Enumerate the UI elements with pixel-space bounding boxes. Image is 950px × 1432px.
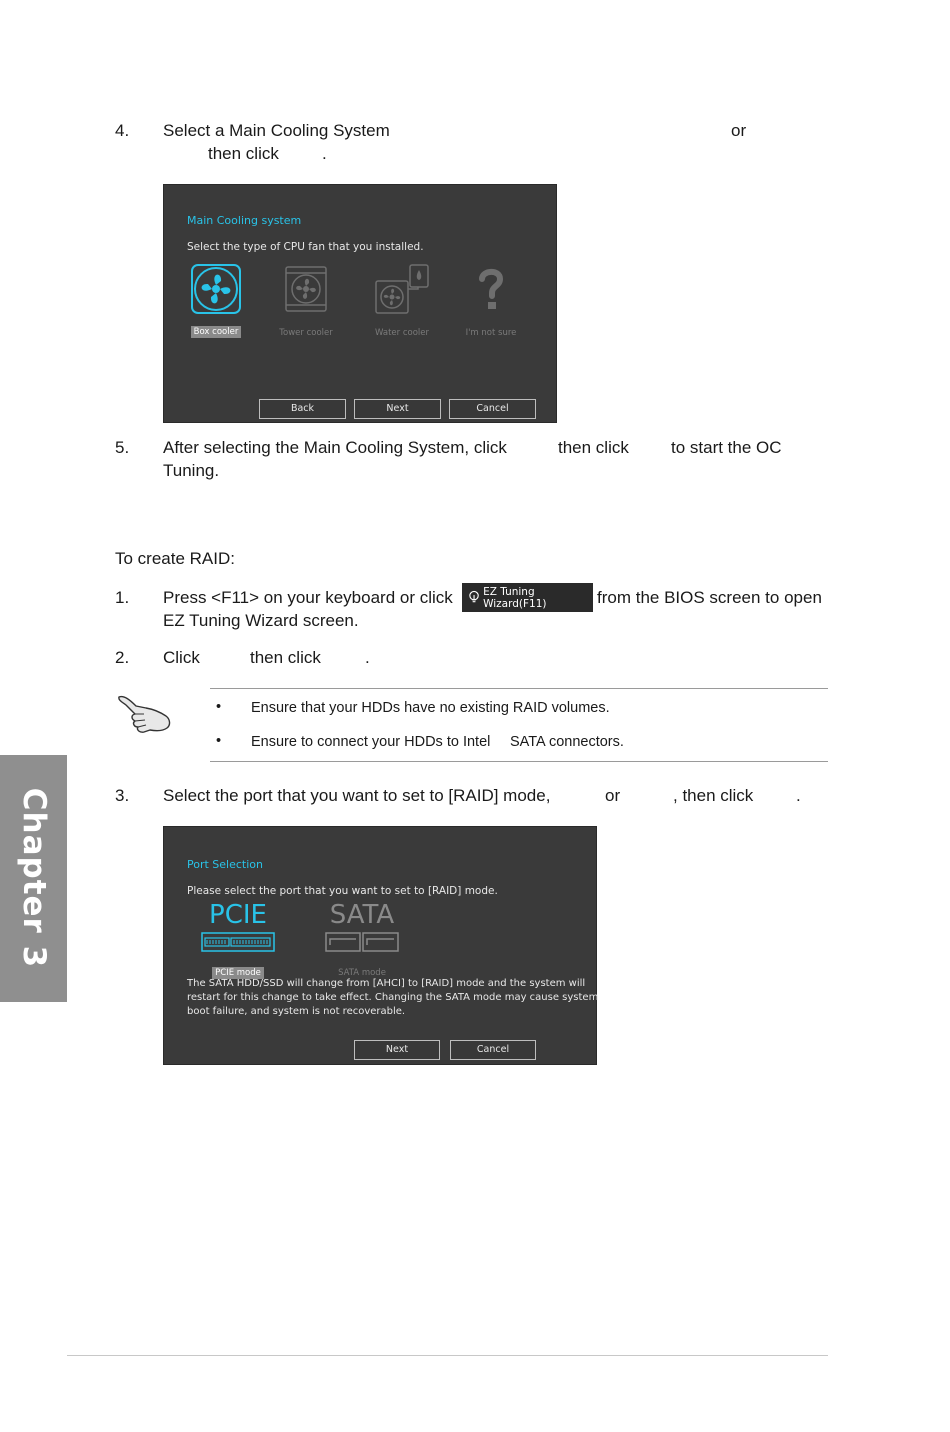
step5-start-oc: to start the OC — [671, 438, 782, 457]
raid-step2-click: Click — [163, 648, 200, 667]
sata-mode-label: SATA mode — [338, 968, 386, 978]
chapter-tab — [0, 755, 67, 1002]
option-label: I'm not sure — [465, 328, 517, 338]
screen-title: Port Selection — [187, 858, 263, 871]
note-item: Ensure that your HDDs have no existing RAID volumes. — [251, 700, 610, 716]
raid-step3-period: . — [796, 786, 801, 805]
step-number: 5. — [115, 438, 130, 457]
raid-step1-text: Press <F11> on your keyboard or click — [163, 588, 453, 607]
step-number: 1. — [115, 588, 130, 607]
option-tower-cooler[interactable] — [274, 261, 338, 340]
raid-intro: To create RAID: — [115, 549, 235, 568]
step5-tuning: Tuning. — [163, 461, 220, 480]
raid-warning-text — [187, 977, 598, 1019]
port-selection-screen — [163, 826, 597, 1065]
note-top-rule — [210, 688, 828, 689]
next-button[interactable]: Next — [354, 1040, 440, 1060]
box-cooler-icon — [188, 261, 244, 317]
sata-heading: SATA — [329, 900, 395, 930]
pointing-hand-icon — [116, 692, 174, 736]
option-sata-mode[interactable] — [324, 899, 400, 980]
step-number: 2. — [115, 648, 130, 667]
sata-port-icon — [325, 931, 399, 953]
pcie-heading: PCIE — [209, 900, 267, 930]
back-button[interactable]: Back — [259, 399, 346, 419]
option-label: Tower cooler — [279, 328, 333, 338]
note-bullet: • — [216, 699, 222, 715]
raid-step2-then-click: then click — [250, 648, 321, 667]
note-bullet: • — [216, 733, 222, 749]
pcie-mode-label: PCIE mode — [212, 967, 264, 979]
main-cooling-screen — [163, 184, 557, 423]
screen-title: Main Cooling system — [187, 214, 302, 227]
cancel-button[interactable]: Cancel — [450, 1040, 536, 1060]
option-label: Water cooler — [375, 328, 429, 338]
screen-subtitle: Please select the port that you want to set to [RAID] mode. — [187, 885, 498, 897]
question-icon — [463, 261, 519, 317]
raid-step3-text: Select the port that you want to set to [RAID] mode, — [163, 786, 551, 805]
option-water-cooler[interactable] — [369, 261, 435, 340]
note-item-continued: SATA connectors. — [510, 734, 624, 750]
warning-line: The SATA HDD/SSD will change from [AHCI] to [RAID] mode and the system will — [187, 978, 586, 989]
raid-step3-or: or — [605, 786, 621, 805]
raid-step1-line2: EZ Tuning Wizard screen. — [163, 611, 359, 630]
step-number: 3. — [115, 786, 130, 805]
raid-step1-after: from the BIOS screen to open — [597, 588, 822, 607]
step4-or: or — [731, 121, 747, 140]
step4-then-click: then click — [208, 144, 279, 163]
note-item: Ensure to connect your HDDs to Intel — [251, 734, 491, 750]
step5-then-click: then click — [558, 438, 629, 457]
chapter-label: Chapter 3 — [16, 787, 52, 969]
option-label: Box cooler — [191, 326, 242, 338]
screen-subtitle: Select the type of CPU fan that you installed. — [187, 241, 424, 253]
ez-tuning-wizard-label: EZ Tuning Wizard(F11) — [483, 585, 547, 610]
cancel-button[interactable]: Cancel — [449, 399, 536, 419]
next-button[interactable]: Next — [354, 399, 441, 419]
step5-text: After selecting the Main Cooling System, click — [163, 438, 507, 457]
step4-period: . — [322, 144, 327, 163]
warning-line: restart for this change to take effect. Changing the SATA mode may cause system — [187, 992, 599, 1003]
footer-rule — [67, 1355, 828, 1356]
pcie-slot-icon — [201, 931, 275, 953]
raid-step2-period: . — [365, 648, 370, 667]
tower-cooler-icon — [278, 261, 334, 317]
lightbulb-icon — [468, 590, 480, 605]
step4-text: Select a Main Cooling System — [163, 121, 390, 140]
water-cooler-icon — [372, 261, 432, 317]
note-bottom-rule — [210, 761, 828, 762]
ez-tuning-wizard-button[interactable] — [462, 583, 593, 612]
step-number: 4. — [115, 121, 130, 140]
option-not-sure[interactable] — [460, 261, 522, 340]
warning-line: boot failure, and system is not recoverable. — [187, 1006, 406, 1017]
raid-step3-then-click: , then click — [673, 786, 754, 805]
option-pcie-mode[interactable] — [200, 899, 276, 980]
option-box-cooler[interactable] — [186, 261, 246, 339]
